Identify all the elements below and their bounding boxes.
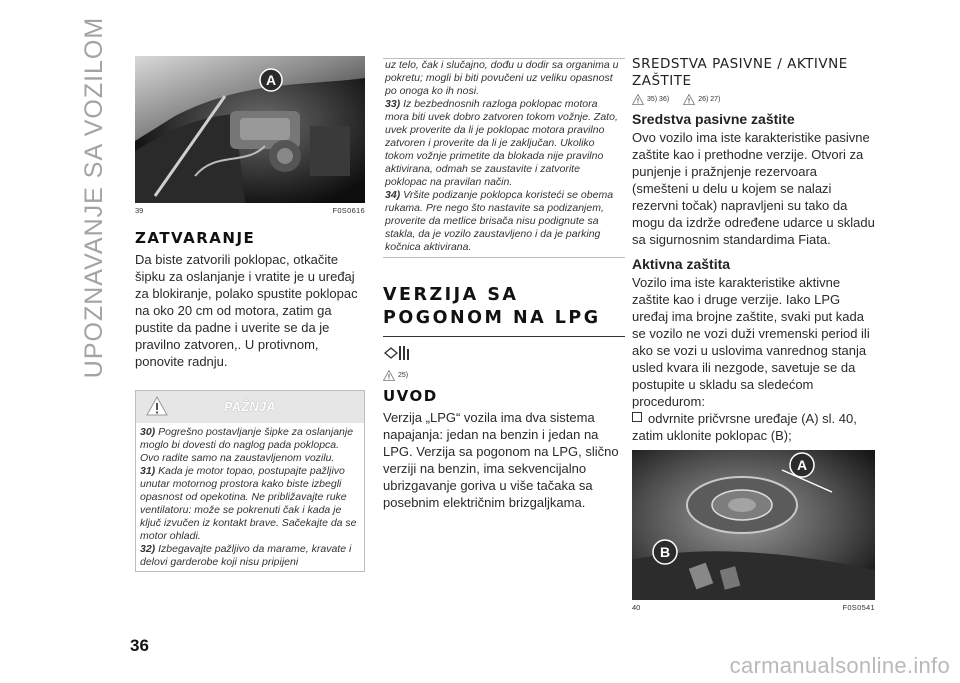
engine-bay-illustration [135,56,365,203]
warning-triangle-icon [146,396,168,416]
closing-instructions: Da biste zatvorili poklopac, otkačite šipku za oslanjanje i vratite je u uređaj za blokiranje, polako spustite poklopac na oko 20 cm od motora, zatim ga pustite da padne i uverite se da je pravilno zatvoren,. U protivnom, ponovite radnju. [135,252,358,369]
caution-icon [632,94,644,105]
active-protection-text: Vozilo ima iste karakteristike aktivne zaštite kao i druge verzije. Iako LPG uređaj ima brojne zaštite, svaki put kada se vozilo ne vozi duži vremenski period ili ako se vozi u uslovima vanrednog stanja usled kvara ili nezgode, savetuje se da postupite u skladu sa sledećom procedurom: [632,275,870,409]
warning-header [136,391,364,423]
figure-40-marker-b: B [659,544,671,560]
figure-number: 39 [135,206,144,215]
warning-continuation [383,58,625,258]
figure-code: F0S0541 [842,603,875,612]
spare-wheel-well-illustration [632,450,875,600]
heading-uvod: UVOD [383,387,438,405]
protection-refs [632,94,875,105]
refs-35-36: 35) 36) [647,96,670,103]
note-32-continued: uz telo, čak i slučajno, dođu u dodir sa organima u pokretu; mogli bi biti povučeni uz veliku opasnost po onoga ko ih nosi. [385,59,619,97]
figure-number: 40 [632,603,641,612]
side-title-text: UPOZNAVANJE SA VOZILOM [80,16,109,378]
note-32: 32) Izbegavajte pažljivo da marame, kravate i delovi garderobe koji nisu pripijeni [140,543,352,568]
heading-protection: SREDSTVA PASIVNE / AKTIVNE ZAŠTITE [632,56,848,89]
bullet-text: odvrnite pričvrsne uređaje (A) sl. 40, zatim uklonite poklopac (B); [632,411,857,443]
lpg-refs [383,370,625,381]
column-3 [632,56,875,612]
figure-40-caption [632,603,875,612]
figure-code: F0S0616 [332,206,365,215]
note-33: 33) Iz bezbednosnih razloga poklopac motora mora biti uvek dobro zatvoren tokom vožnje. Zato, uvek proverite da li je poklopac motora pravilno zatvoren i proverite da li je zaključan. Ukoliko tokom vožnje primetite da blokada nije pravilno aktivirana, odmah se zaustavite i zatvorite poklopac na pravilan način. [385,98,618,188]
note-34: 34) Vršite podizanje poklopca koristeći se obema rukama. Pre nego što nastavite sa podizanjem, proverite da metlice brisača nisu podignute sa stakla, da je vozilo zaustavljeno i da je parking kočnica aktivirana. [385,189,614,253]
column-1 [135,56,365,572]
note-30: 30) Pogrešno postavljanje šipke za oslanjanje moglo bi dovesti do naglog pada poklopca. Ovo radite samo na zaustavljenom vozilu. [140,426,354,464]
checkbox-bullet-icon [632,412,642,422]
figure-39-photo [135,56,365,203]
lpg-intro-text: Verzija „LPG“ vozila ima dva sistema napajanja: jedan na benzin i jedan na LPG. Verzija sa pogonom na LPG, slično verziji na benzin, ima sekvencijalno ubrizgavanje goriva u više tačaka sa posebnim električnim brizgaljkama. [383,410,619,510]
figure-40-photo [632,450,875,600]
warning-icon [683,94,695,105]
note-31: 31) Kada je motor topao, postupajte pažljivo unutar motornog prostora kako biste izbegli opasnost od opekotina. Ne približavajte ruke ventilatoru: može se pokrenuti čak i kada je ključ izvučen iz kontakt brave. Sačekajte da se motor ohladi. [140,465,357,542]
warning-box [135,390,365,572]
heading-active-protection: Aktivna zaštita [632,256,731,272]
bullet-item [632,410,875,444]
section-side-title [78,16,112,378]
ref-25: 25) [398,372,409,379]
figure-39-caption [135,206,365,215]
heading-lpg-version: VERZIJA SA POGONOM NA LPG [383,285,601,328]
figure-40-marker-a: A [796,457,808,473]
caution-icon [383,370,395,381]
heading-zatvaranje: ZATVARANJE [135,229,256,247]
page-number: 36 [130,636,149,655]
lpg-fuel-icon [383,343,409,363]
heading-rule [383,336,625,337]
column-2 [383,58,625,511]
watermark-text: carmanualsonline.info [729,653,950,678]
passive-protection-text: Ovo vozilo ima iste karakteristike pasivne zaštite kao i prethodne verzije. Otvori za punjenje i pražnjenje rezervoara (smešteni u delu u kojem se nalazi rezervni točak) napravljeni su tako da mogu da izdrže određene udarce u skladu sa sigurnosnim standardima Fiata. [632,130,875,247]
refs-26-27: 26) 27) [698,96,721,103]
warning-title: PAŽNJA [223,400,277,414]
heading-passive-protection: Sredstva pasivne zaštite [632,111,795,127]
figure-39-marker-a: A [265,72,277,88]
